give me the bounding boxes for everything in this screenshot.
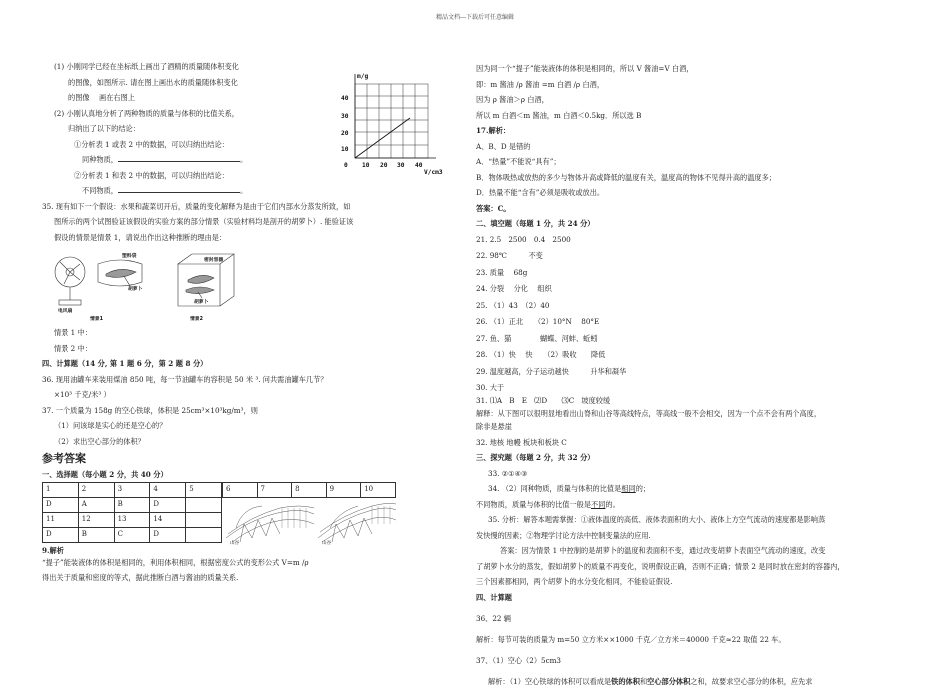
- q2-line1: (2) 小刚认真地分析了两种物质的质量与体积的比值关系，: [54, 108, 239, 118]
- section-calc-title: 四、计算题（14 分, 第 1 题 6 分，第 2 题 8 分）: [42, 359, 208, 368]
- explore-33: 33. ②①④③: [488, 468, 528, 478]
- right-column: [476, 64, 916, 692]
- table-cell: B: [78, 527, 114, 542]
- fill-25: 25. （1）43 （2）40: [476, 300, 550, 310]
- fan-label: 电风扇: [58, 309, 73, 314]
- q37-line3: （2）求出空心部分的体积？: [54, 436, 145, 446]
- fill-31-explain-2: 除非是悬崖: [476, 422, 512, 431]
- section-fill-title: 二、填空题（每题 1 分，共 24 分）: [476, 219, 595, 228]
- table-cell: 13: [114, 512, 150, 527]
- q17-title: 17.解析：: [476, 126, 511, 135]
- bag-label: 塑料袋: [122, 254, 137, 259]
- explore-34a: 34. （2）同种物质，质量与体积的比值是相同的；: [488, 484, 651, 493]
- y-tick: 20: [341, 130, 349, 137]
- q17-b: A．“热量”不能说“具有”；: [476, 157, 561, 166]
- alcohol-line: [355, 118, 410, 158]
- q17-d: D．热量不能“含有”必须是吸收或放出。: [476, 188, 605, 197]
- table-row: [43, 497, 222, 512]
- table-cell: [186, 527, 222, 542]
- table-cell: 12: [78, 512, 114, 527]
- table-cell: 8: [292, 482, 327, 497]
- origin-label: 0: [344, 162, 348, 169]
- calc-37-explain: 解析：（1）空心铁球的体积可以看成是铁的体积和空心部分体积之和，故要求空心部分的体积，应先求: [488, 676, 813, 686]
- table-cell: A: [78, 497, 114, 512]
- q2a-line: ①分析表 1 或表 2 中的数据，可以归纳出结论：: [74, 139, 229, 149]
- q17-answer: 答案：C。: [476, 203, 511, 213]
- answer-table: [42, 482, 222, 543]
- table-cell: D: [150, 497, 186, 512]
- q35-line1: 35. 现有如下一个假设：水果和蔬菜切开后，质量的变化解释为是由于它们内部水分蒸发所致，如: [42, 201, 351, 211]
- fill-32: 32. 地核 地幔 板块和板块 C: [476, 437, 567, 447]
- explore-35b: 发快慢的因素；②物理学讨论方法中控制变量法的应用.: [476, 530, 651, 540]
- underlined-answer: 不同: [591, 499, 606, 509]
- q17-c: B．物体吸热或放热的多少与物体升高或降低的温度有关，温度高的物体不见得升高的温度多；: [476, 172, 776, 182]
- table-row: [43, 527, 222, 542]
- y-tick: 40: [341, 95, 349, 102]
- y-tick: 10: [341, 146, 349, 153]
- table-cell: D: [43, 527, 79, 542]
- q35-line2: 图所示的两个试图验证该假设的实验方案的部分情景（实验材料均是剖开的胡萝卜）. 能验证该: [54, 217, 354, 226]
- section-choice-title: 一、选择题（每小题 2 分，共 40 分）: [42, 469, 168, 479]
- section-calc-answer-title: 四、计算题: [476, 592, 512, 602]
- r-line3: 因为 ρ 酱油＞ρ 白酒，: [476, 95, 549, 104]
- x-tick: 40: [415, 162, 423, 169]
- q17-a: A、B、D 是错的: [476, 141, 531, 151]
- q1-line1: (1) 小刚同学已经在坐标纸上画出了酒精的质量随体积变化: [54, 62, 239, 71]
- x-label: V/cm3: [424, 169, 443, 176]
- map-label: 山谷: [322, 540, 332, 546]
- figure-caption-2: 情景2: [190, 317, 203, 322]
- experiment-figure: [50, 246, 250, 322]
- answer-table-right: [222, 482, 398, 544]
- section-explore-title: 三、探究题（每题 2 分，共 32 分）: [476, 453, 595, 462]
- table-cell: C: [114, 527, 150, 542]
- table-cell: 14: [150, 512, 186, 527]
- q9-line2: 得出关于质量和密度的等式，据此推断白酒与酱油的质量关系.: [42, 573, 239, 583]
- fill-26: 26. （1）正北 （2）10°N 80°E: [476, 317, 600, 326]
- answer-key-title: 参考答案: [42, 452, 86, 465]
- table-row: [223, 482, 396, 497]
- table-cell: 1: [43, 482, 79, 497]
- table-cell: 4: [150, 482, 186, 497]
- table-cell: 10: [361, 482, 396, 497]
- mass-volume-graph: [340, 66, 443, 176]
- fill-22: 22. 98℃ 不变: [476, 251, 543, 260]
- x-tick: 30: [397, 162, 405, 169]
- contour-map: [222, 498, 398, 544]
- fill-28: 28. （1）快 快 （2）吸收 降低: [476, 350, 606, 359]
- table-cell: 7: [257, 482, 292, 497]
- table-cell: 11: [43, 512, 79, 527]
- situation-1: 情景 1 中：: [54, 328, 92, 337]
- calc-36: 36、22 辆: [476, 613, 511, 623]
- fill-30: 30. 大于: [476, 383, 505, 392]
- calc-36-explain: 解析：每节可装的质量为 m=50 立方米××1000 千克／立方米＝40000 千克≈22 取值 22 车。: [476, 634, 786, 644]
- map-label: 山谷: [230, 540, 240, 546]
- table-cell: D: [150, 527, 186, 542]
- carrot-label: 胡萝卜: [194, 300, 209, 305]
- q2a-tail: 同种物质， 。: [82, 155, 248, 164]
- table-row: [43, 512, 222, 527]
- r-line1: 因为同一个“提子”能装液体的体积是相同的，所以 V 酱油=V 白酒，: [476, 64, 694, 73]
- explore-35a: 35. 分析：解答本题需掌握：①液体温度的高低、液体表面积的大小、液体上方空气流动的速度都是影响蒸: [488, 515, 826, 524]
- calc-37: 37、（1）空心（2）5cm3: [476, 655, 561, 665]
- r-line4: 所以 m 白酒＜m 酱油，m 白酒＜0.5kg．所以选 B: [476, 110, 642, 120]
- table-cell: [186, 497, 222, 512]
- q36-line1: 36. 现用油罐车来装用煤油 850 吨，每一节油罐车的容积是 50 米 ³. 问共需油罐车几节？: [42, 374, 328, 384]
- r-line2: 即：m 酱油 /ρ 酱油 =m 白酒 /ρ 白酒，: [476, 79, 605, 89]
- answer-table-2: [222, 482, 396, 498]
- q2-line2: 归纳出了以下的结论：: [68, 124, 140, 133]
- fill-24: 24. 分裂 分化 组织: [476, 284, 552, 293]
- table-cell: 3: [114, 482, 150, 497]
- q2b-tail: 不同物质， 。: [82, 186, 248, 195]
- q1-line3: 的图像 画在右图上: [68, 93, 135, 102]
- situation-2: 情景 2 中：: [54, 343, 92, 353]
- carrot-icon: [188, 275, 214, 283]
- q36-line2: ×10³ 千克/米³ ）: [54, 390, 111, 399]
- table-cell: 5: [186, 482, 222, 497]
- fill-29: 29. 温度越高，分子运动越快 升华和凝华: [476, 366, 627, 376]
- left-column: [42, 62, 443, 589]
- table-cell: 6: [223, 482, 258, 497]
- fill-23: 23. 质量 68g: [476, 267, 528, 277]
- table-cell: [186, 512, 222, 527]
- x-tick: 20: [380, 162, 388, 169]
- q2b-line: ②分析表 1 和表 2 中的数据，可以归纳出结论：: [74, 170, 229, 180]
- x-tick: 10: [362, 162, 370, 169]
- q37-line1: 37. 一个质量为 158g 的空心铁球，体积是 25cm³×10³kg/m³，则: [42, 405, 258, 415]
- explore-35e: 三个因素都相同，两个胡萝卜的水分变化相同，不能验证假设.: [476, 577, 673, 586]
- page-header: 精品文档---下载后可任意编辑: [435, 14, 515, 21]
- q9-title: 9.解析: [42, 545, 64, 555]
- fill-31-explain-1: 解释：从下图可以很明显地看出山脊和山谷等高线特点，等高线一般不会相交，因为一个点不会有两个高度，: [476, 409, 822, 418]
- y-tick: 30: [341, 113, 349, 120]
- fill-21: 21. 2.5 2500 0.4 2500: [476, 234, 571, 244]
- figure-caption-1: 情景1: [90, 317, 103, 322]
- q2b-tail-text: 不同物质，: [82, 186, 118, 195]
- table-cell: 2: [78, 482, 114, 497]
- explore-35d: 了胡萝卜水分的蒸发，假如胡萝卜的质量不再变化，说明假设正确，否则不正确；情景 2 是同时放在密封的容器内，: [476, 561, 845, 571]
- fill-27: 27. 鱼、猫 蝴蝶、河蚌、蚯蚓: [476, 333, 598, 343]
- answer-blank[interactable]: [118, 155, 240, 162]
- table-cell: B: [114, 497, 150, 512]
- y-label: m/g: [357, 73, 369, 80]
- q2a-tail-text: 同种物质，: [82, 155, 118, 164]
- explore-34b: 不同物质，质量与体积的比值一般是不同的。: [476, 499, 620, 509]
- explore-35c: 答案：因为情景 1 中控制的是胡萝卜的温度和表面积不变，通过改变胡萝卜表面空气流动的速度，改变: [500, 546, 826, 555]
- table-row: [43, 482, 222, 497]
- carrot-label: 胡萝卜: [128, 287, 143, 292]
- q35-line3: 假设的情景是情景 1，请说出作出这种推断的理由是：: [54, 232, 227, 242]
- underlined-answer: 相同: [621, 484, 636, 493]
- answer-blank[interactable]: [118, 186, 240, 193]
- table-cell: D: [43, 497, 79, 512]
- q9-line1: “提子”能装液体的体积是相同的，利用体积相同，根据密度公式的变形公式 V=m /ρ: [42, 557, 309, 567]
- q37-line2: （1）问该球是实心的还是空心的？: [54, 421, 167, 430]
- table-cell: 9: [326, 482, 361, 497]
- box-label: 密封容器: [204, 258, 224, 263]
- q1-line2: 的图像，如图所示. 请在图上画出水的质量随体积变化: [68, 77, 238, 87]
- answer-table-area: [42, 482, 412, 544]
- fill-31: 31. ⑴A B E ⑵D ⑶C 坡度较缓: [476, 396, 611, 405]
